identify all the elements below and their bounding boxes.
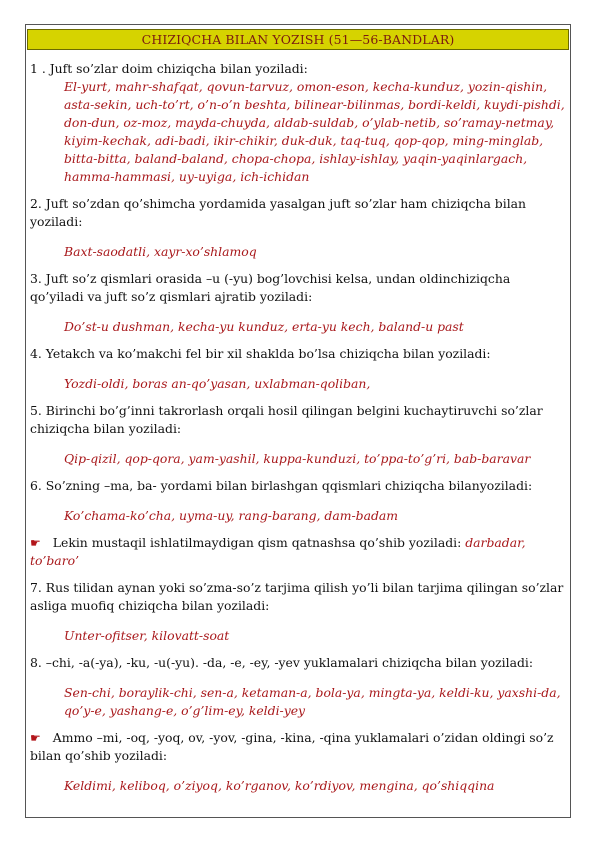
rule-text: 5. Birinchi bo’g’inni takrorlash orqali hosil qilingan belgini kuchaytiruvchi so’zlar chiziqcha bilan yoziladi: bbox=[30, 403, 543, 436]
rule-section-3 bbox=[30, 270, 566, 336]
rule-text: 1 . Juft so’zlar doim chiziqcha bilan yoziladi: bbox=[30, 61, 308, 76]
note-text: Ammo –mi, -oq, -yoq, ov, -yov, -gina, -kina, -qina yuklamalari o’zidan oldingi so’z bilan qo’shib yoziladi: bbox=[30, 730, 554, 763]
rule-section-4 bbox=[30, 345, 566, 393]
rule-section-8 bbox=[30, 654, 566, 720]
rule-example: Do’st-u dushman, kecha-yu kunduz, erta-yu kech, baland-u past bbox=[64, 319, 464, 334]
pointing-hand-icon: ☛ bbox=[30, 536, 41, 550]
note-example: darbadar, to’baro’ bbox=[30, 535, 526, 568]
note-1 bbox=[30, 534, 566, 570]
pointing-hand-icon: ☛ bbox=[30, 731, 41, 745]
document-body bbox=[30, 60, 566, 804]
rule-example: Yozdi-oldi, boras an-qo’yasan, uxlabman-qoliban, bbox=[64, 376, 371, 391]
rule-text: 2. Juft so’zdan qo’shimcha yordamida yasalgan juft so’zlar ham chiziqcha bilan yoziladi: bbox=[30, 196, 527, 229]
rule-example: Baxt-saodatli, xayr-xo’shlamoq bbox=[64, 244, 257, 259]
note-example: Keldimi, keliboq, o’ziyoq, ko’rganov, ko’rdiyov, mengina, qo’shiqqina bbox=[64, 778, 495, 793]
rule-text: 7. Rus tilidan aynan yoki so’zma-so’z tarjima qilish yo’li bilan tarjima qilingan so’zlar asliga muofiq chiziqcha bilan yoziladi: bbox=[30, 580, 564, 613]
rule-section-1 bbox=[30, 60, 566, 186]
rule-text: 3. Juft so’z qismlari orasida –u (-yu) bog’lovchisi kelsa, undan oldinchiziqcha qo’yiladi va juft so’z qismlari ajratib yoziladi: bbox=[30, 271, 511, 304]
rule-section-7 bbox=[30, 579, 566, 645]
rule-text: 8. –chi, -a(-ya), -ku, -u(-yu). -da, -e, -ey, -yev yuklamalari chiziqcha bilan yoziladi: bbox=[30, 655, 534, 670]
rule-example: Ko’chama-ko’cha, uyma-uy, rang-barang, dam-badam bbox=[64, 508, 399, 523]
rule-example: Qip-qizil, qop-qora, yam-yashil, kuppa-kunduzi, to’ppa-to’g’ri, bab-baravar bbox=[64, 451, 531, 466]
rule-example: El-yurt, mahr-shafqat, qovun-tarvuz, omon-eson, kecha-kunduz, yozin-qishin, asta-sekin, uch-to’rt, o’n-o’n beshta, bilinear-bilinmas, bordi-keldi, kuydi-pishdi, don-dun, oz-moz, mayda-chuyda, aldab-suldab, o’ylab-netib, so’ramay-netmay, kiyim-kechak, adi-badi, ikir-chikir, duk-duk, taq-tuq, qop-qop, ming-minglab, bitta-bitta, baland-baland, chopa-chopa, ishlay-ishlay, yaqin-yaqinlargach, hamma-hammasi, uy-uyiga, ich-ichidan bbox=[64, 79, 565, 184]
page-title: CHIZIQCHA BILAN YOZISH (51—56-BANDLAR) bbox=[27, 29, 569, 50]
rule-example: Sen-chi, boraylik-chi, sen-a, ketaman-a, bola-ya, mingta-ya, keldi-ku, yaxshi-da, qo’y-e, yashang-e, o’g’lim-ey, keldi-yey bbox=[64, 685, 561, 718]
rule-section-2 bbox=[30, 195, 566, 261]
rule-section-5 bbox=[30, 402, 566, 468]
rule-example: Unter-ofitser, kilovatt-soat bbox=[64, 628, 230, 643]
rule-section-6 bbox=[30, 477, 566, 525]
rule-text: 4. Yetakch va ko’makchi fel bir xil shaklda bo’lsa chiziqcha bilan yoziladi: bbox=[30, 346, 491, 361]
note-text: Lekin mustaqil ishlatilmaydigan qism qatnashsa qo’shib yoziladi: bbox=[52, 535, 466, 550]
rule-text: 6. So’zning –ma, ba- yordami bilan birlashgan qqismlari chiziqcha bilanyoziladi: bbox=[30, 478, 533, 493]
note-2 bbox=[30, 729, 566, 795]
